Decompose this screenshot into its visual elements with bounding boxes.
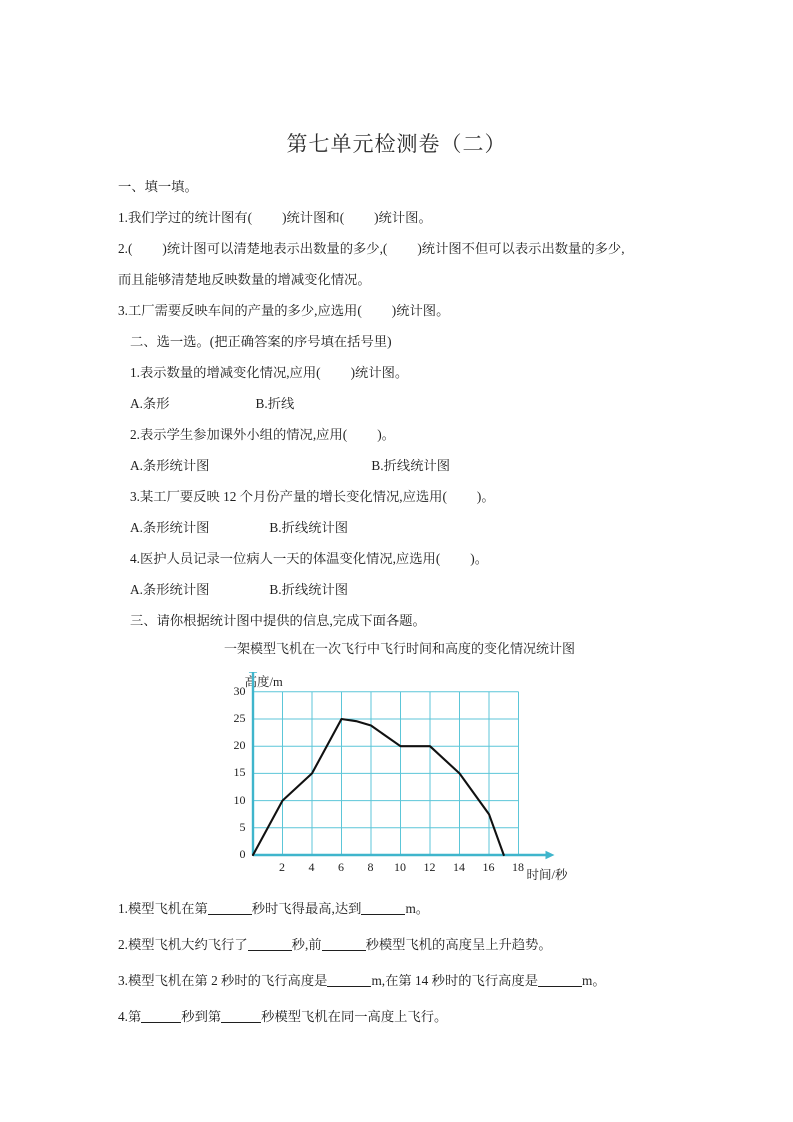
t2-part-1: 2.模型飞机大约飞行了 xyxy=(118,937,248,952)
c1-part-2: )统计图。 xyxy=(350,365,409,380)
line-chart xyxy=(207,672,587,897)
y-tick-0: 0 xyxy=(239,847,246,861)
c4-option-b[interactable]: B.折线统计图 xyxy=(269,582,349,597)
t2-blank-1[interactable] xyxy=(248,937,292,951)
chart-question-1 xyxy=(118,900,693,917)
q1-part-3: )统计图。 xyxy=(374,210,432,225)
t2-blank-2[interactable] xyxy=(322,937,366,951)
q3-part-1: 3.工厂需要反映车间的产量的多少,应选用( xyxy=(118,303,362,318)
t1-blank-2[interactable] xyxy=(361,901,405,915)
y-tick-30: 30 xyxy=(233,683,246,698)
x-tick-2: 2 xyxy=(279,860,285,874)
t1-blank-1[interactable] xyxy=(208,901,252,915)
c3-part-1: 3.某工厂要反映 12 个月份产量的增长变化情况,应选用( xyxy=(130,489,447,504)
choice-question-3-options xyxy=(118,519,693,536)
choice-question-3 xyxy=(118,488,693,505)
c3-option-a[interactable]: A.条形统计图 xyxy=(130,520,210,535)
c2-option-a[interactable]: A.条形统计图 xyxy=(130,458,210,473)
x-tick-16: 16 xyxy=(482,860,495,874)
choice-question-1-options xyxy=(118,395,693,412)
fill-question-2-line-2: 而且能够清楚地反映数量的增减变化情况。 xyxy=(118,272,371,287)
y-axis-label: 高度/m xyxy=(244,675,283,689)
x-tick-8: 8 xyxy=(367,860,374,874)
t3-part-2: m,在第 14 秒时的飞行高度是 xyxy=(371,973,539,988)
choice-question-1 xyxy=(118,364,693,381)
choice-question-4-options xyxy=(118,581,693,598)
chart-question-2 xyxy=(118,936,693,953)
c4-part-1: 4.医护人员记录一位病人一天的体温变化情况,应选用( xyxy=(130,551,441,566)
y-tick-10: 10 xyxy=(233,792,246,807)
fill-question-3 xyxy=(118,302,693,319)
choice-question-2 xyxy=(118,426,693,443)
t4-part-2: 秒到第 xyxy=(181,1009,222,1024)
q1-part-2: )统计图和( xyxy=(282,210,345,225)
chart-block xyxy=(0,640,793,897)
q3-part-2: )统计图。 xyxy=(391,303,450,318)
x-axis-label: 时间/秒 xyxy=(526,868,568,882)
chart-question-4 xyxy=(118,1008,693,1025)
q1-part-1: 1.我们学过的统计图有( xyxy=(118,210,253,225)
c3-part-2: )。 xyxy=(476,489,495,504)
c2-part-2: )。 xyxy=(377,427,395,442)
t4-blank-1[interactable] xyxy=(141,1009,181,1023)
t4-part-3: 秒模型飞机在同一高度上飞行。 xyxy=(261,1009,448,1024)
fill-question-2-line-1 xyxy=(118,240,693,257)
x-tick-18: 18 xyxy=(512,860,524,874)
x-tick-4: 4 xyxy=(308,860,315,874)
t3-blank-1[interactable] xyxy=(327,973,371,987)
x-tick-12: 12 xyxy=(423,860,436,874)
t3-blank-2[interactable] xyxy=(538,973,582,987)
fill-question-1 xyxy=(118,209,693,226)
chart-question-3 xyxy=(118,972,693,989)
page-title: 第七单元检测卷（二） xyxy=(286,132,507,156)
section-three-questions xyxy=(118,900,693,1044)
t1-part-2: 秒时飞得最高,达到 xyxy=(251,901,362,916)
y-tick-15: 15 xyxy=(233,765,246,780)
t1-part-3: m。 xyxy=(405,901,430,916)
section-one-heading: 一、填一填。 xyxy=(118,179,198,194)
x-tick-10: 10 xyxy=(394,860,406,874)
c1-option-b[interactable]: B.折线 xyxy=(255,396,295,411)
q2-part-1: 2.( xyxy=(118,241,133,256)
x-tick-14: 14 xyxy=(453,860,465,874)
t2-part-3: 秒模型飞机的高度呈上升趋势。 xyxy=(365,937,552,952)
chart-title: 一架模型飞机在一次飞行中飞行时间和高度的变化情况统计图 xyxy=(223,641,575,656)
y-tick-20: 20 xyxy=(233,738,246,753)
section-three-heading: 三、请你根据统计图中提供的信息,完成下面各题。 xyxy=(130,613,426,628)
x-tick-6: 6 xyxy=(338,860,344,874)
c4-part-2: )。 xyxy=(470,551,488,566)
y-tick-5: 5 xyxy=(239,819,246,834)
t1-part-1: 1.模型飞机在第 xyxy=(118,901,208,916)
c2-part-1: 2.表示学生参加课外小组的情况,应用( xyxy=(130,427,348,442)
choice-question-2-options xyxy=(118,457,693,474)
q2-part-2: )统计图可以清楚地表示出数量的多少,( xyxy=(162,241,388,256)
c3-option-b[interactable]: B.折线统计图 xyxy=(269,520,349,535)
choice-question-4 xyxy=(118,550,693,567)
section-two-heading: 二、选一选。(把正确答案的序号填在括号里) xyxy=(130,334,392,349)
t3-part-3: m。 xyxy=(582,973,606,988)
y-tick-25: 25 xyxy=(233,711,246,725)
t4-blank-2[interactable] xyxy=(221,1009,261,1023)
t4-part-1: 4.第 xyxy=(118,1009,142,1024)
c1-option-a[interactable]: A.条形 xyxy=(130,396,170,411)
q2-part-3: )统计图不但可以表示出数量的多少, xyxy=(417,241,625,256)
c2-option-b[interactable]: B.折线统计图 xyxy=(371,458,451,473)
t2-part-2: 秒,前 xyxy=(291,937,322,952)
c4-option-a[interactable]: A.条形统计图 xyxy=(130,582,210,597)
c1-part-1: 1.表示数量的增减变化情况,应用( xyxy=(130,365,321,380)
worksheet-body xyxy=(118,178,693,643)
t3-part-1: 3.模型飞机在第 2 秒时的飞行高度是 xyxy=(118,973,328,988)
